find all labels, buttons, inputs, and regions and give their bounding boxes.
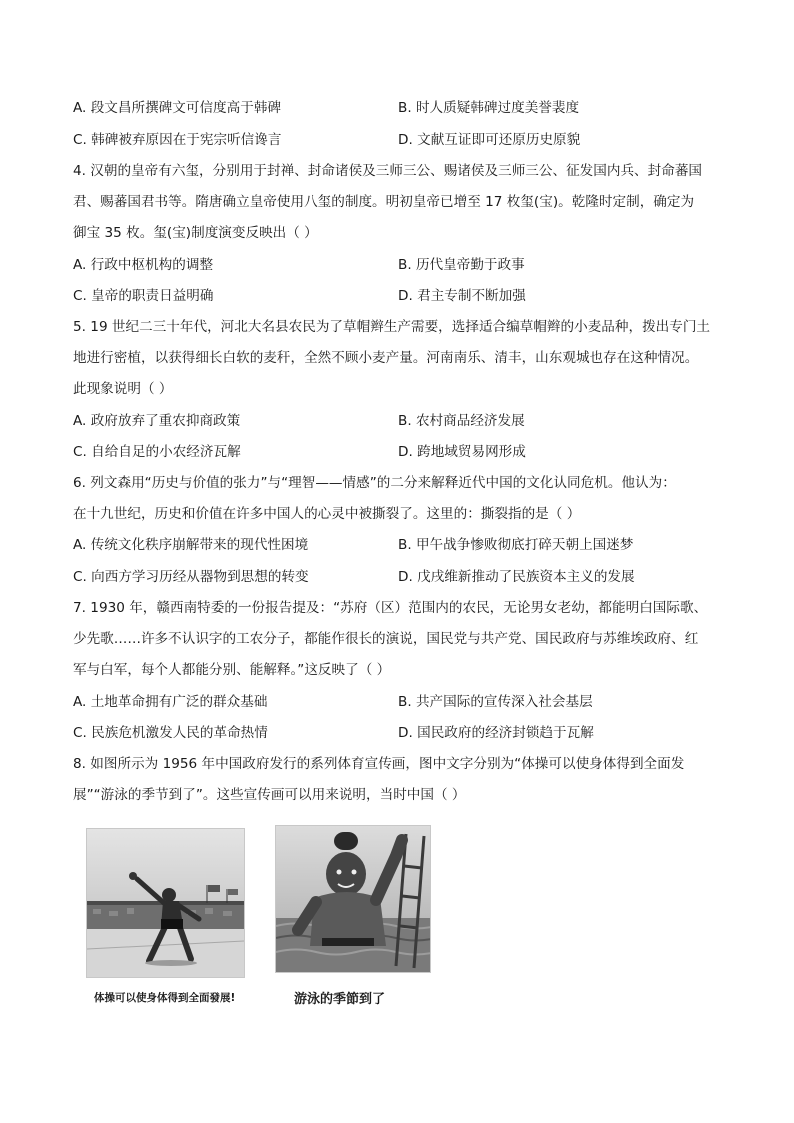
q6-stem-line-2: 在十九世纪，历史和价值在许多中国人的心灵中被撕裂了。这里的：撕裂指的是（ ） [73,506,581,522]
q4-option-d: D. 君主专制不断加强 [398,288,526,304]
q7-stem-line-1: 7. 1930 年，赣西南特委的一份报告提及：“苏府（区）范围内的农民，无论男女老幼，都能明白国际歌、 [73,600,708,616]
q3-option-c: C. 韩碑被弃原因在于宪宗听信谗言 [73,132,282,148]
q5-stem-line-1: 5. 19 世纪二三十年代，河北大名县农民为了草帽辫生产需要，选择适合编草帽辫的小麦品种，拨出专门土 [73,319,711,335]
q5-option-c: C. 自给自足的小农经济瓦解 [73,444,241,460]
q5-option-b: B. 农村商品经济发展 [398,413,525,429]
q3-option-b: B. 时人质疑韩碑过度美誉裴度 [398,100,580,116]
q4-stem-line-3: 御宝 35 枚。玺(宝)制度演变反映出（ ） [73,225,318,241]
q6-option-d: D. 戊戌维新推动了民族资本主义的发展 [398,569,635,585]
swimming-poster-image [275,825,431,973]
q7-option-a: A. 土地革命拥有广泛的群众基础 [73,694,268,710]
q4-option-c: C. 皇帝的职责日益明确 [73,288,214,304]
q4-option-a: A. 行政中枢机构的调整 [73,257,214,273]
q7-option-b: B. 共产国际的宣传深入社会基层 [398,694,593,710]
q5-stem-line-3: 此现象说明（ ） [73,381,173,397]
q8-stem-line-2: 展”“游泳的季节到了”。这些宣传画可以用来说明，当时中国（ ） [73,787,466,803]
q4-stem-line-1: 4. 汉朝的皇帝有六玺，分别用于封禅、封命诸侯及三师三公、赐诸侯及三师三公、征发国内兵、封命蕃国 [73,163,703,179]
q3-option-d: D. 文献互证即可还原历史原貌 [398,132,581,148]
q6-option-c: C. 向西方学习历经从器物到思想的转变 [73,569,309,585]
q7-stem-line-3: 军与白军，每个人都能分别、能解释。”这反映了（ ） [73,662,391,678]
q6-option-a: A. 传统文化秩序崩解带来的现代性困境 [73,537,309,553]
q7-stem-line-2: 少先歌……许多不认识字的工农分子，都能作很长的演说，国民党与共产党、国民政府与苏维埃政府、红 [73,631,699,647]
swimming-poster-caption: 游泳的季節到了 [294,992,386,1007]
q7-option-d: D. 国民政府的经济封锁趋于瓦解 [398,725,594,741]
q3-option-a: A. 段文昌所撰碑文可信度高于韩碑 [73,100,282,116]
q6-stem-line-1: 6. 列文森用“历史与价值的张力”与“理智——情感”的二分来解释近代中国的文化认同危机。他认为： [73,475,676,491]
q8-stem-line-1: 8. 如图所示为 1956 年中国政府发行的系列体育宣传画，图中文字分别为“体操可以使身体得到全面发 [73,756,685,772]
q7-option-c: C. 民族危机激发人民的革命热情 [73,725,268,741]
q6-option-b: B. 甲午战争惨败彻底打碎天朝上国迷梦 [398,537,634,553]
gymnastics-poster-caption: 体操可以使身体得到全面發展! [94,992,236,1004]
q5-stem-line-2: 地进行密植，以获得细长白软的麦秆，全然不顾小麦产量。河南南乐、清丰，山东观城也存在这种情况。 [73,350,699,366]
swimming-illustration [276,826,430,972]
gymnastics-illustration [87,829,244,977]
q5-option-d: D. 跨地域贸易网形成 [398,444,526,460]
q4-option-b: B. 历代皇帝勤于政事 [398,257,525,273]
gymnastics-poster-image [86,828,245,978]
q4-stem-line-2: 君、赐蕃国君书等。隋唐确立皇帝使用八玺的制度。明初皇帝已增至 17 枚玺(宝)。乾隆时定制，确定为 [73,194,695,210]
q5-option-a: A. 政府放弃了重农抑商政策 [73,413,241,429]
